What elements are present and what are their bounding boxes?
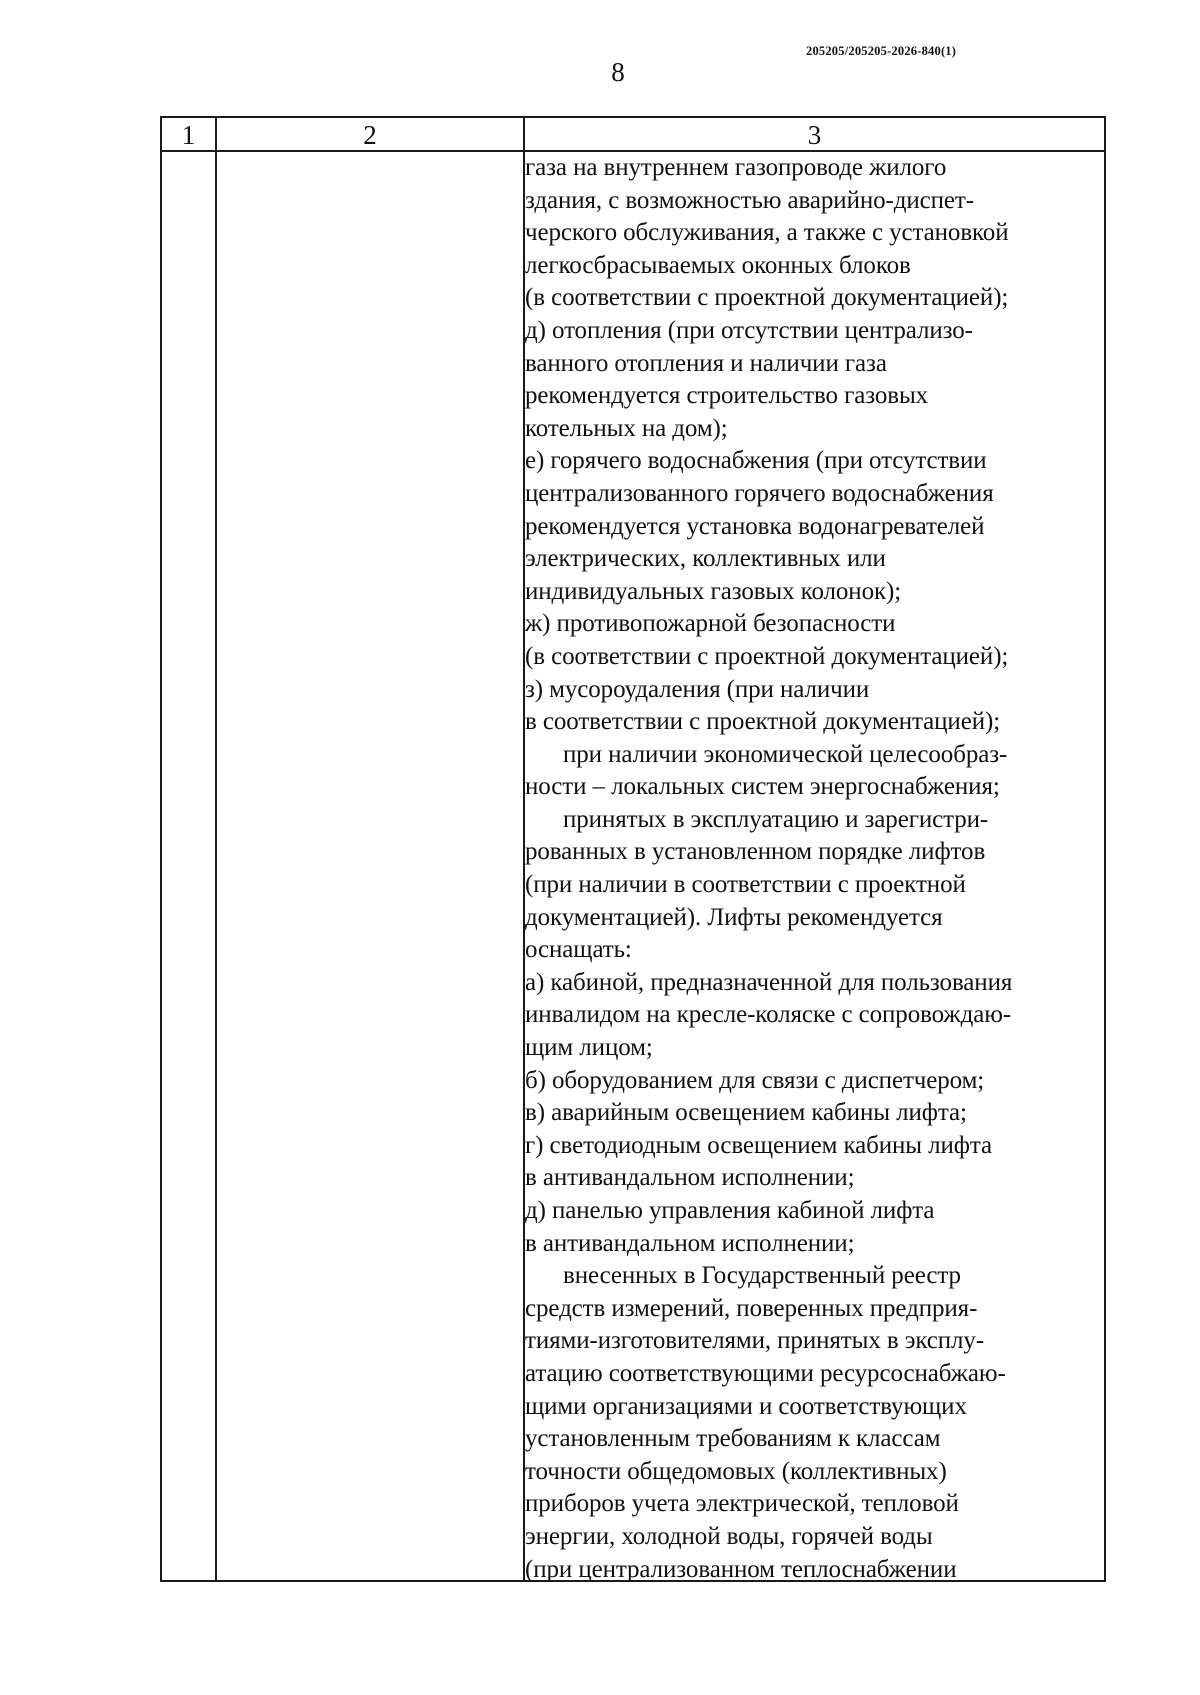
text-line: (в соответствии с проектной документацией); [525, 642, 1009, 670]
text-line: (при наличии в соответствии с проектной [525, 871, 966, 899]
text-line: г) светодиодным освещением кабины лифта [525, 1131, 993, 1159]
text-line: щим лицом; [525, 1034, 653, 1062]
text-line: д) панелью управления кабиной лифта [525, 1197, 935, 1224]
text-line: легкосбрасываемых оконных блоков [525, 251, 911, 279]
text-line: точности общедомовых (коллективных) [525, 1457, 947, 1485]
text-line: черского обслуживания, а также с установкой [525, 219, 1009, 247]
text-line: ж) противопожарной безопасности [525, 610, 896, 638]
text-line: котельных на дом); [525, 414, 728, 442]
text-line: в соответствии с проектной документацией); [525, 708, 1001, 736]
text-line: рекомендуется строительство газовых [525, 382, 929, 410]
text-line: з) мусороудаления (при наличии [525, 675, 870, 703]
text-line: приборов учета электрической, тепловой [525, 1490, 959, 1518]
text-line: б) оборудованием для связи с диспетчером; [525, 1066, 985, 1094]
text-line: рованных в установленном порядке лифтов [525, 838, 986, 866]
column-header-1: 1 [181, 120, 196, 150]
text-line: в антивандальном исполнении; [525, 1229, 855, 1257]
text-line: электрических, коллективных или [525, 545, 886, 573]
text-line: газа на внутреннем газопроводе жилого [525, 154, 947, 181]
text-line: инвалидом на кресле-коляске с сопровождаю- [525, 1001, 1012, 1029]
page-number: 8 [611, 57, 625, 87]
text-line: ванного отопления и наличии газа [525, 349, 887, 377]
column-header-3: 3 [807, 120, 822, 150]
text-line: принятых в эксплуатацию и зарегистри- [563, 805, 989, 833]
text-line: д) отопления (при отсутствии централизо- [525, 316, 973, 344]
text-line: здания, с возможностью аварийно-диспет- [525, 186, 974, 214]
column-divider-1 [215, 118, 217, 1580]
text-line: централизованного горячего водоснабжения [525, 479, 994, 507]
text-line: при наличии экономической целесообраз- [563, 740, 1008, 768]
text-line: рекомендуется установка водонагревателей [525, 512, 985, 540]
table-header-row [162, 118, 1104, 152]
table-cell-col3 [525, 152, 1100, 1582]
text-line: в антивандальном исполнении; [525, 1164, 855, 1192]
column-header-2: 2 [363, 120, 377, 150]
text-line: оснащать: [525, 936, 632, 964]
text-line: (при централизованном теплоснабжении [525, 1555, 957, 1582]
text-line: индивидуальных газовых колонок); [525, 577, 902, 605]
text-line: внесенных в Государственный реестр [563, 1262, 961, 1290]
document-code: 205205/205205-2026-840(1) [806, 44, 957, 58]
text-line: установленным требованиям к классам [525, 1425, 941, 1453]
text-line: ности – локальных систем энергоснабжения; [525, 773, 1000, 801]
text-line: в) аварийным освещением кабины лифта; [525, 1099, 967, 1127]
text-line: документацией). Лифты рекомендуется [525, 903, 943, 931]
text-line: средств измерений, поверенных предприя- [525, 1294, 978, 1322]
text-line: энергии, холодной воды, горячей воды [525, 1522, 933, 1550]
text-line: е) горячего водоснабжения (при отсутствии [525, 447, 987, 475]
document-table [160, 116, 1106, 1582]
text-line: тиями-изготовителями, принятых в эксплу- [525, 1327, 985, 1355]
text-line: щими организациями и соответствующих [525, 1392, 967, 1420]
text-line: а) кабиной, предназначенной для пользования [525, 968, 1013, 996]
text-line: (в соответствии с проектной документацией); [525, 284, 1009, 312]
text-line: атацию соответствующими ресурсоснабжаю- [525, 1359, 1006, 1387]
